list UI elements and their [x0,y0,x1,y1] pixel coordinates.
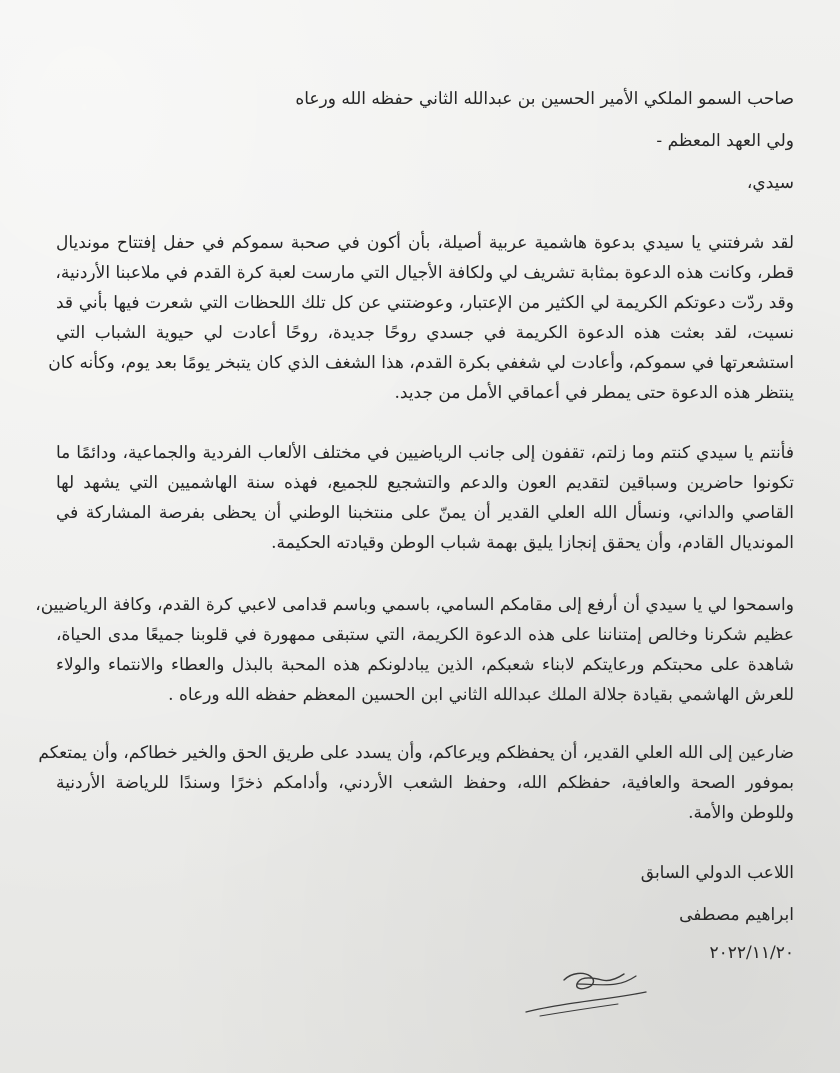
paragraph-1-line-2: قطر، وكانت هذه الدعوة بمثابة تشريف لي ولكافة الأجيال التي مارست لعبة كرة القدم في ملاعبنا الأردنية، [55,263,794,283]
paragraph-1-line-3: وقد ردّت دعوتكم الكريمة لي الكثير من الإعتبار، وعوضتني عن كل تلك اللحظات التي شعرت فيها بأني قد [56,293,794,313]
paragraph-2-line-3: القاصي والداني، ونسأل الله العلي القدير أن يمنّ على منتخبنا الوطني أن يحظى بفرصة المشاركة في [56,503,794,523]
paragraph-4-line-1: ضارعين إلى الله العلي القدير، أن يحفظكم ويرعاكم، وأن يسدد على طريق الحق والخير خطاكم، وأن يمتعكم [38,743,794,763]
paragraph-3-line-2: عظيم شكرنا وخالص إمتناننا على هذه الدعوة الكريمة، التي ستبقى ممهورة في قلوبنا جميعًا مدى الحياة، [56,625,794,645]
paragraph-3-line-1: واسمحوا لي يا سيدي أن أرفع إلى مقامكم السامي، باسمي وباسم قدامى لاعبي كرة القدم، وكافة الرياضيين، [35,595,794,615]
signature-stroke-1 [564,973,624,988]
paragraph-4-line-3: وللوطن والأمة. [688,803,794,823]
salutation-line-2: ولي العهد المعظم - [656,131,794,151]
paragraph-1-line-5: استشعرتها في سموكم، وأعادت لي شغفي بكرة القدم، هذا الشغف الذي كان يتبخر يومًا بعد يوم، وكأنه كان [48,353,794,373]
salutation-line-1: صاحب السمو الملكي الأمير الحسين بن عبدالله الثاني حفظه الله ورعاه [295,89,794,109]
handwritten-signature [520,962,650,1022]
closing-name: ابراهيم مصطفى [679,905,794,925]
greeting: سيدي، [746,173,794,193]
paragraph-3-line-3: شاهدة على محبتكم ورعايتكم لابناء شعبكم، الذين يبادلونكم هذه المحبة بالبذل والعطاء والانتماء والولاء [56,655,794,675]
paragraph-2-line-2: تكونوا حاضرين وسباقين لتقديم العون والدعم والتشجيع للجميع، فهذه سنة الهاشميين التي يشهد لها [56,473,794,493]
paragraph-4-line-2: بموفور الصحة والعافية، حفظكم الله، وحفظ الشعب الأردني، وأدامكم ذخرًا وسندًا للرياضة الأردنية [56,773,794,793]
paragraph-1-line-1: لقد شرفتني يا سيدي بدعوة هاشمية عربية أصيلة، بأن أكون في صحبة سموكم في حفل إفتتاح مونديال [56,233,794,253]
paragraph-2-line-1: فأنتم يا سيدي كنتم وما زلتم، تقفون إلى جانب الرياضيين في مختلف الألعاب الفردية والجماعية، ودائمًا ما [56,443,794,463]
signature-stroke-4 [540,1004,618,1016]
paragraph-1-line-4: نسيت، لقد بعثت هذه الدعوة الكريمة في جسدي روحًا جديدة، روحًا أعادت لي حيوية الشباب التي [56,323,794,343]
paragraph-1-line-6: ينتظر هذه الدعوة حتى يمطر في أعماقي الأمل من جديد. [394,383,794,403]
paragraph-3-line-4: للعرش الهاشمي بقيادة جلالة الملك عبدالله الثاني ابن الحسين المعظم حفظه الله ورعاه . [168,685,794,705]
paragraph-2-line-4: المونديال القادم، وأن يحقق إنجازا يليق بهمة شباب الوطن وقيادته الحكيمة. [271,533,794,553]
closing-date: ٢٠٢٢/١١/٢٠ [709,943,794,963]
closing-title: اللاعب الدولي السابق [640,863,794,883]
